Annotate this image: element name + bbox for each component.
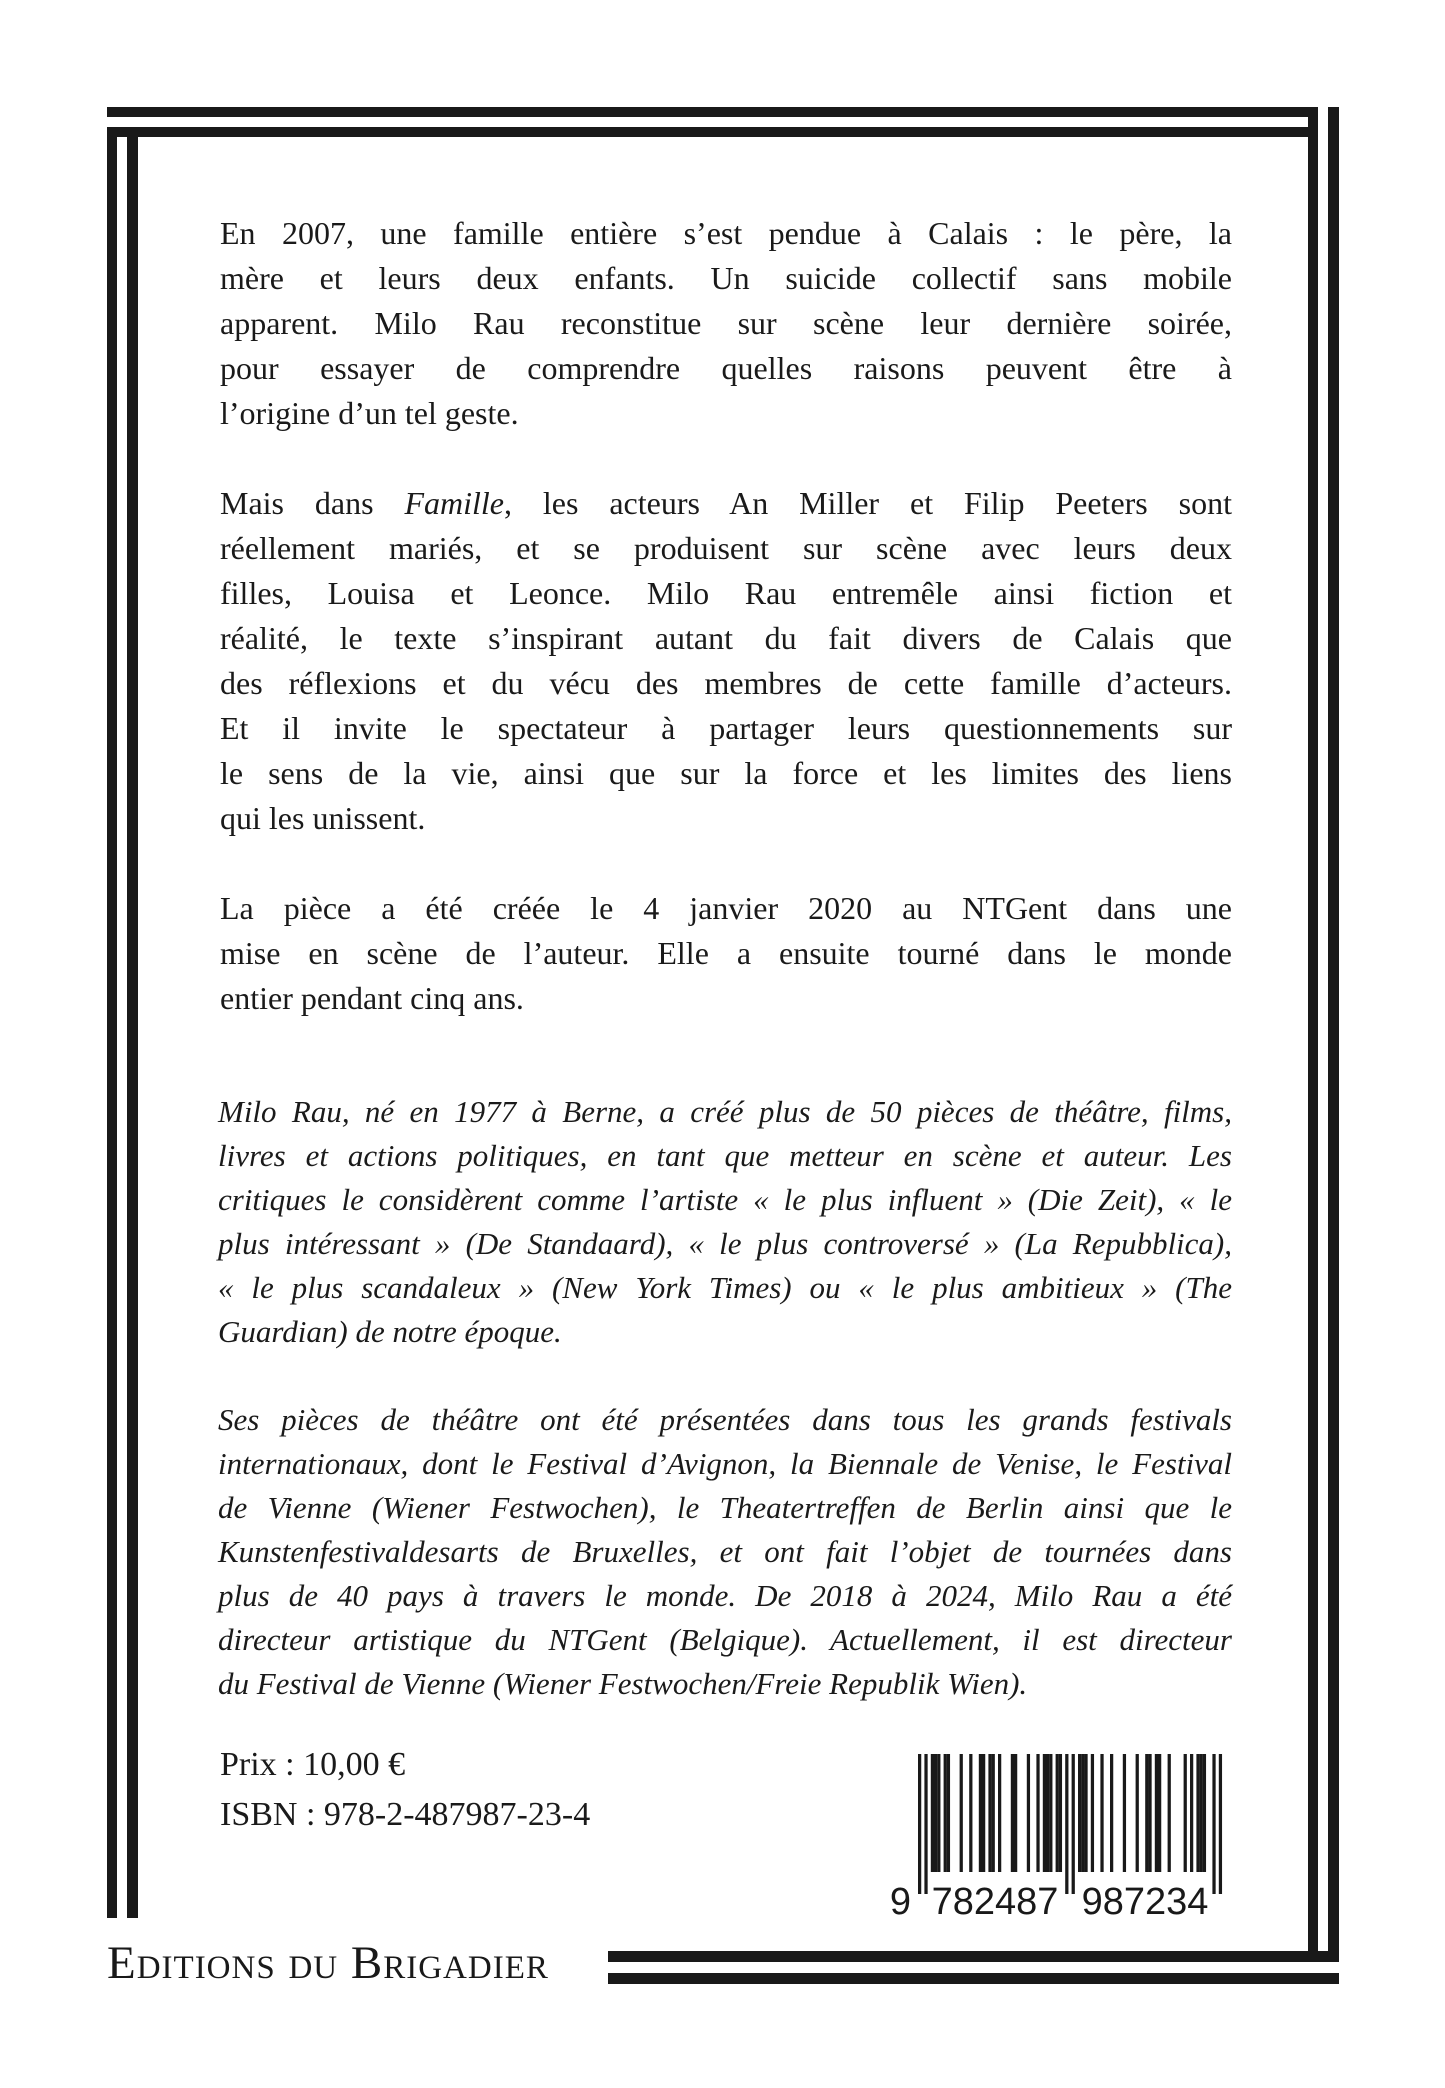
frame-right-outer-rule bbox=[1328, 107, 1339, 1951]
text-line: mise en scène de l’auteur. Elle a ensuite tourné dans le monde bbox=[220, 935, 1232, 971]
barcode-digits-left: 782487 bbox=[931, 1881, 1059, 1923]
paragraph bbox=[218, 1090, 1232, 1354]
publisher-wordmark: Editions du Brigadier bbox=[107, 1937, 549, 1989]
text-line: le sens de la vie, ainsi que sur la force et les limites des liens bbox=[220, 755, 1232, 791]
frame-top-outer-rule bbox=[107, 107, 1318, 117]
text-line: filles, Louisa et Leonce. Milo Rau entremêle ainsi fiction et bbox=[220, 575, 1232, 611]
text-line: Milo Rau, né en 1977 à Berne, a créé plus de 50 pièces de théâtre, films, bbox=[218, 1094, 1232, 1129]
frame-bottom-upper-rule bbox=[608, 1951, 1339, 1962]
text-line: des réflexions et du vécu des membres de cette famille d’acteurs. bbox=[220, 665, 1232, 701]
text-line: entier pendant cinq ans. bbox=[220, 980, 524, 1016]
text-line: livres et actions politiques, en tant que metteur en scène et auteur. Les bbox=[218, 1138, 1232, 1173]
text-line: de Vienne (Wiener Festwochen), le Theatertreffen de Berlin ainsi que le bbox=[218, 1490, 1232, 1525]
price-label: Prix : 10,00 € bbox=[220, 1746, 406, 1783]
text-line: réellement mariés, et se produisent sur scène avec leurs deux bbox=[220, 530, 1232, 566]
text-line: du Festival de Vienne (Wiener Festwochen/Freie Republik Wien). bbox=[218, 1666, 1028, 1701]
text-line: Ses pièces de théâtre ont été présentées dans tous les grands festivals bbox=[218, 1402, 1232, 1437]
paragraph bbox=[220, 481, 1232, 841]
paragraph bbox=[220, 211, 1232, 436]
text-line: qui les unissent. bbox=[220, 800, 426, 836]
text-line: l’origine d’un tel geste. bbox=[220, 395, 519, 431]
synopsis-text bbox=[220, 211, 1232, 1066]
text-line: Kunstenfestivaldesarts de Bruxelles, et ont fait l’objet de tournées dans bbox=[218, 1534, 1232, 1569]
text-line: internationaux, dont le Festival d’Avignon, la Biennale de Venise, le Festival bbox=[218, 1446, 1232, 1481]
frame-right-inner-rule bbox=[1308, 107, 1318, 1951]
frame-bottom-lower-rule bbox=[608, 1973, 1339, 1984]
paragraph bbox=[220, 886, 1232, 1021]
text-line: pour essayer de comprendre quelles raisons peuvent être à bbox=[220, 350, 1232, 386]
pricing-block bbox=[220, 1740, 860, 1840]
ean13-barcode bbox=[875, 1750, 1255, 1925]
text-line: réalité, le texte s’inspirant autant du fait divers de Calais que bbox=[220, 620, 1232, 656]
isbn-label: ISBN : 978-2-487987-23-4 bbox=[220, 1796, 591, 1833]
barcode-digits-right: 987234 bbox=[1081, 1881, 1209, 1923]
frame-left-outer-rule bbox=[107, 137, 117, 1918]
text-line: En 2007, une famille entière s’est pendue à Calais : le père, la bbox=[220, 215, 1232, 251]
text-line: mère et leurs deux enfants. Un suicide collectif sans mobile bbox=[220, 260, 1232, 296]
text-line: Guardian) de notre époque. bbox=[218, 1314, 562, 1349]
text-line: directeur artistique du NTGent (Belgique). Actuellement, il est directeur bbox=[218, 1622, 1232, 1657]
frame-left-inner-rule bbox=[127, 137, 138, 1918]
barcode-digit-lead: 9 bbox=[889, 1881, 911, 1923]
text-line: La pièce a été créée le 4 janvier 2020 au NTGent dans une bbox=[220, 890, 1232, 926]
text-line: Mais dans Famille, les acteurs An Miller et Filip Peeters sont bbox=[220, 485, 1233, 521]
frame-top-inner-rule bbox=[107, 127, 1308, 137]
paragraph bbox=[218, 1398, 1232, 1706]
text-line: « le plus scandaleux » (New York Times) ou « le plus ambitieux » (The bbox=[218, 1270, 1232, 1305]
text-line: plus intéressant » (De Standaard), « le plus controversé » (La Repubblica), bbox=[218, 1226, 1232, 1261]
text-line: plus de 40 pays à travers le monde. De 2018 à 2024, Milo Rau a été bbox=[218, 1578, 1232, 1613]
text-line: Et il invite le spectateur à partager leurs questionnements sur bbox=[220, 710, 1232, 746]
text-line: critiques le considèrent comme l’artiste « le plus influent » (Die Zeit), « le bbox=[218, 1182, 1232, 1217]
text-line: apparent. Milo Rau reconstitue sur scène leur dernière soirée, bbox=[220, 305, 1232, 341]
author-bio-text bbox=[218, 1090, 1232, 1750]
